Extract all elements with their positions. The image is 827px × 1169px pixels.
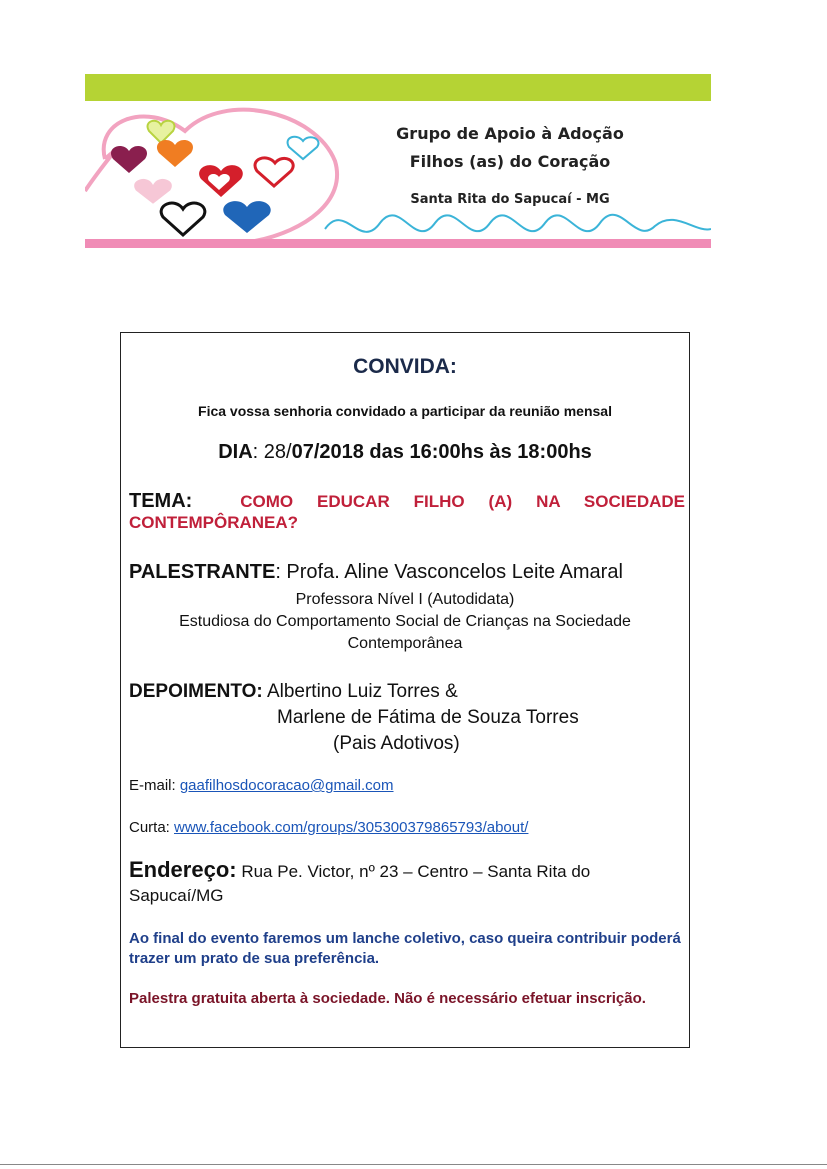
testimony-name2: Marlene de Fátima de Souza Torres: [277, 707, 579, 728]
scan-edge-line: [0, 1164, 827, 1165]
speaker-detail-2: Estudiosa do Comportamento Social de Crianças na Sociedade: [179, 613, 631, 630]
email-link[interactable]: gaafilhosdocoracao@gmail.com: [179, 777, 394, 794]
organization-info: [385, 120, 635, 207]
org-location: Santa Rita do Sapucaí - MG: [410, 192, 610, 207]
invite-intro: Fica vossa senhoria convidado a participar da reunião mensal: [198, 403, 612, 419]
org-name-line2: Filhos (as) do Coração: [409, 152, 611, 171]
address-value: Rua Pe. Victor, nº 23 – Centro – Santa Rita do Sapucaí/MG: [129, 862, 591, 905]
facebook-line: [129, 819, 528, 836]
speaker: [129, 561, 689, 584]
email-line: [129, 777, 394, 794]
date-separator: : 28/: [252, 441, 292, 463]
header-banner: [85, 74, 711, 252]
testimony: [129, 679, 458, 705]
green-bar: [85, 74, 711, 101]
date-value: 07/2018 das 16:00hs às 18:00hs: [291, 441, 592, 463]
theme-line2: CONTEMPÔRANEA?: [129, 513, 299, 532]
address-label: Endereço:: [129, 857, 237, 882]
speaker-details: [121, 589, 689, 655]
email-label: E-mail:: [129, 777, 180, 794]
theme-label: TEMA:: [129, 490, 193, 512]
facebook-label: Curta:: [129, 819, 175, 836]
theme-line1: [129, 490, 685, 513]
speaker-detail-3: Contemporânea: [347, 635, 463, 652]
event-date: [121, 441, 689, 464]
facebook-link[interactable]: www.facebook.com/groups/305300379865793/about/: [174, 819, 529, 836]
testimony-note: (Pais Adotivos): [333, 733, 460, 754]
free-talk-note: Palestra gratuita aberta à sociedade. Não é necessário efetuar inscrição.: [129, 990, 646, 1007]
speaker-label: PALESTRANTE: [129, 561, 276, 583]
invite-title: CONVIDA:: [353, 355, 457, 378]
theme-text: COMO EDUCAR FILHO (A) NA SOCIEDADE: [240, 492, 685, 511]
testimony-label: DEPOIMENTO:: [129, 681, 263, 702]
address: [129, 858, 685, 908]
date-label: DIA: [218, 441, 253, 463]
snack-note: Ao final do evento faremos um lanche coletivo, caso queira contribuir poderá trazer um prato de sua preferência.: [129, 930, 681, 967]
org-name-line1: Grupo de Apoio à Adoção: [396, 124, 624, 143]
speaker-name: : Profa. Aline Vasconcelos Leite Amaral: [275, 561, 623, 583]
testimony-name1: Albertino Luiz Torres &: [262, 681, 458, 702]
pink-bar: [85, 239, 711, 248]
speaker-detail-1: Professora Nível I (Autodidata): [295, 591, 515, 608]
invitation-box: [120, 332, 690, 1048]
